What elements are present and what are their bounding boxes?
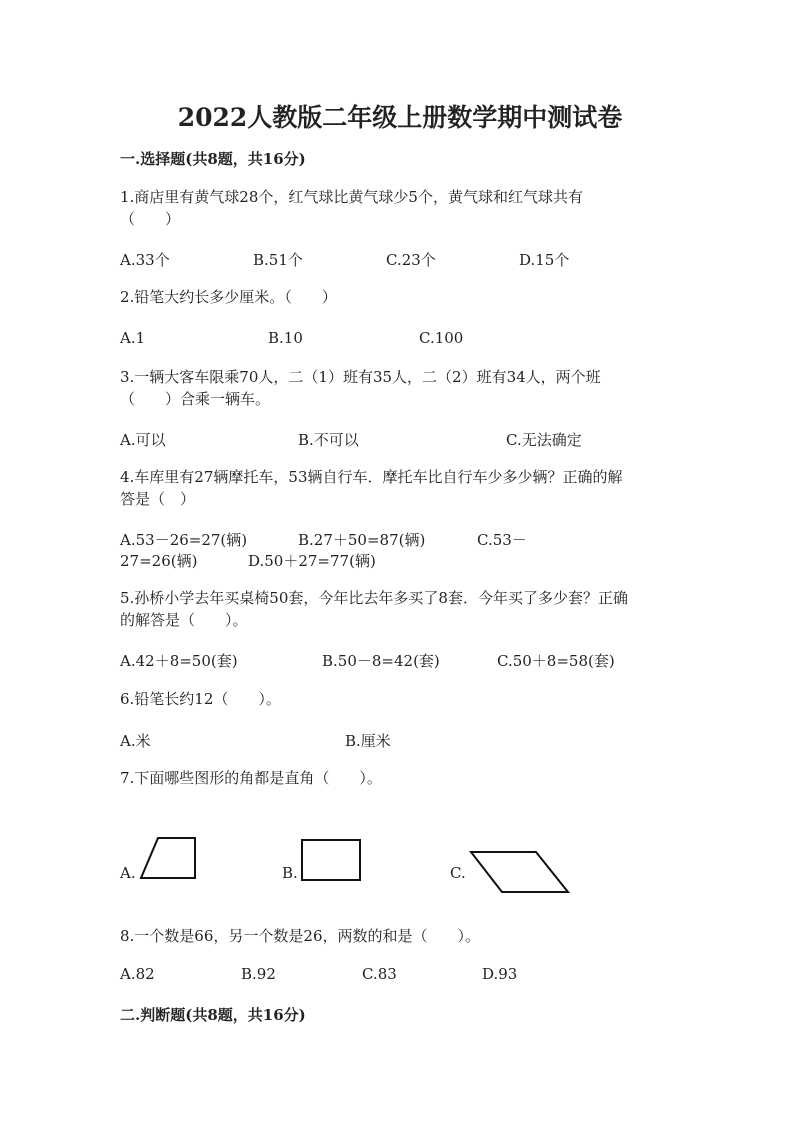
question-text: 7.下面哪些图形的角都是直角（ ）。 (120, 769, 382, 787)
question-7 (120, 767, 382, 789)
option-a: A.33个 (120, 251, 170, 269)
option-c-continued: 27=26(辆) (120, 552, 198, 570)
option-c: C.53－ (477, 531, 527, 549)
option-b: B.92 (241, 965, 276, 983)
trapezoid-shape (138, 836, 200, 882)
question-text: 的解答是（ ）。 (120, 611, 248, 629)
option-a: A.53－26=27(辆) (120, 531, 248, 549)
option-b: B. (282, 864, 298, 882)
option-b: B.10 (268, 329, 303, 347)
option-c: C.83 (362, 965, 397, 983)
option-a: A.可以 (120, 431, 166, 449)
question-text: （ ） (120, 210, 181, 228)
question-text: 2.铅笔大约长多少厘米。（ ） (120, 288, 337, 306)
option-a: A.米 (120, 732, 151, 750)
option-d: D.50＋27=77(辆) (248, 552, 376, 570)
option-c: C. (450, 864, 466, 882)
question-4 (120, 466, 623, 510)
option-c: C.100 (419, 329, 464, 347)
option-b: B.不可以 (298, 431, 359, 449)
question-text: 答是（ ） (120, 490, 196, 508)
question-8 (120, 925, 480, 947)
option-c: C.无法确定 (506, 431, 582, 449)
question-text: 1.商店里有黄气球28个，红气球比黄气球少5个，黄气球和红气球共有 (120, 188, 583, 206)
question-text: 4.车库里有27辆摩托车，53辆自行车．摩托车比自行车少多少辆？正确的解 (120, 468, 623, 486)
option-d: D.93 (482, 965, 518, 983)
option-b: B.27＋50=87(辆) (298, 531, 426, 549)
question-5 (120, 587, 628, 631)
option-b: B.50－8=42(套) (322, 652, 440, 670)
option-b: B.厘米 (345, 732, 391, 750)
question-text: 8.一个数是66，另一个数是26，两数的和是（ ）。 (120, 927, 480, 945)
section-heading-choice: 一.选择题(共8题，共16分) (120, 150, 306, 168)
question-text: （ ）合乘一辆车。 (120, 390, 271, 408)
section-heading-judgment: 二.判断题(共8题，共16分) (120, 1006, 306, 1024)
page-title: 2022人教版二年级上册数学期中测试卷 (177, 103, 623, 132)
option-a: A.42＋8=50(套) (120, 652, 238, 670)
option-d: D.15个 (519, 251, 570, 269)
option-c: C.50＋8=58(套) (497, 652, 615, 670)
rectangle-shape (300, 838, 364, 882)
question-text: 6.铅笔长约12（ ）。 (120, 690, 281, 708)
question-2 (120, 286, 337, 308)
question-3 (120, 366, 601, 410)
option-a: A. (120, 864, 136, 882)
question-1 (120, 186, 583, 230)
question-text: 3.一辆大客车限乘70人，二（1）班有35人，二（2）班有34人，两个班 (120, 368, 601, 386)
parallelogram-shape (468, 849, 572, 895)
option-b: B.51个 (253, 251, 303, 269)
question-6 (120, 688, 281, 710)
question-text: 5.孙桥小学去年买桌椅50套，今年比去年多买了8套．今年买了多少套？正确 (120, 589, 628, 607)
option-a: A.1 (120, 329, 146, 347)
option-c: C.23个 (386, 251, 436, 269)
option-a: A.82 (120, 965, 155, 983)
